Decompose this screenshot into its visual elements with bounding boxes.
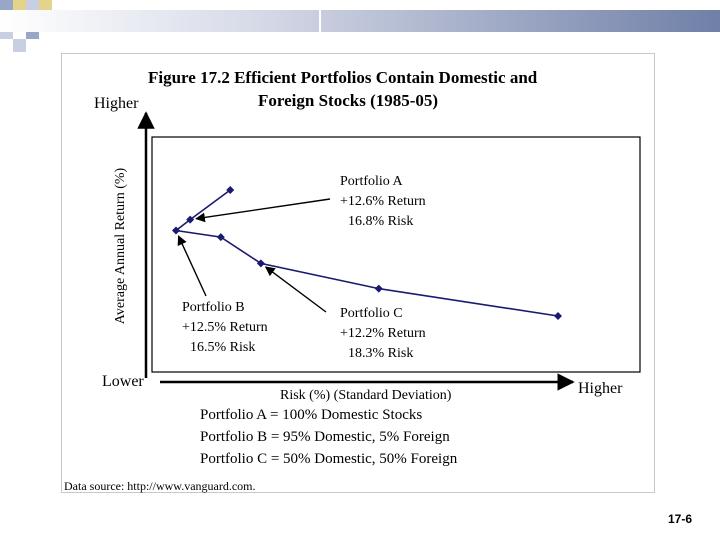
portfolio-c-label-line-1: Portfolio C xyxy=(340,306,403,321)
legend-line-portfolio-a: Portfolio A = 100% Domestic Stocks xyxy=(200,407,423,423)
x-axis-high-label: Higher xyxy=(578,380,623,397)
x-axis-title: Risk (%) (Standard Deviation) xyxy=(280,388,452,403)
portfolio-a-label-line-1: Portfolio A xyxy=(340,174,403,189)
y-axis-high-label: Higher xyxy=(94,95,139,112)
legend-line-portfolio-c: Portfolio C = 50% Domestic, 50% Foreign xyxy=(200,451,458,467)
chart-title-line-1: Figure 17.2 Efficient Portfolios Contain Domestic and xyxy=(148,68,538,87)
portfolio-a-label-line-2: +12.6% Return xyxy=(340,194,426,209)
data-source-note: Data source: http://www.vanguard.com. xyxy=(64,479,256,493)
page-number: 17-6 xyxy=(668,512,693,526)
y-axis-low-label: Lower xyxy=(102,373,144,390)
y-axis-title: Average Annual Return (%) xyxy=(113,167,128,325)
portfolio-b-label-line-3: 16.5% Risk xyxy=(190,340,256,355)
portfolio-b-label-line-2: +12.5% Return xyxy=(182,320,268,335)
portfolio-a-label-line-3: 16.8% Risk xyxy=(348,214,414,229)
legend-line-portfolio-b: Portfolio B = 95% Domestic, 5% Foreign xyxy=(200,429,450,445)
portfolio-c-label-line-3: 18.3% Risk xyxy=(348,346,414,361)
portfolio-b-label-line-1: Portfolio B xyxy=(182,300,245,315)
chart-title-line-2: Foreign Stocks (1985-05) xyxy=(258,91,439,110)
portfolio-c-label-line-2: +12.2% Return xyxy=(340,326,426,341)
